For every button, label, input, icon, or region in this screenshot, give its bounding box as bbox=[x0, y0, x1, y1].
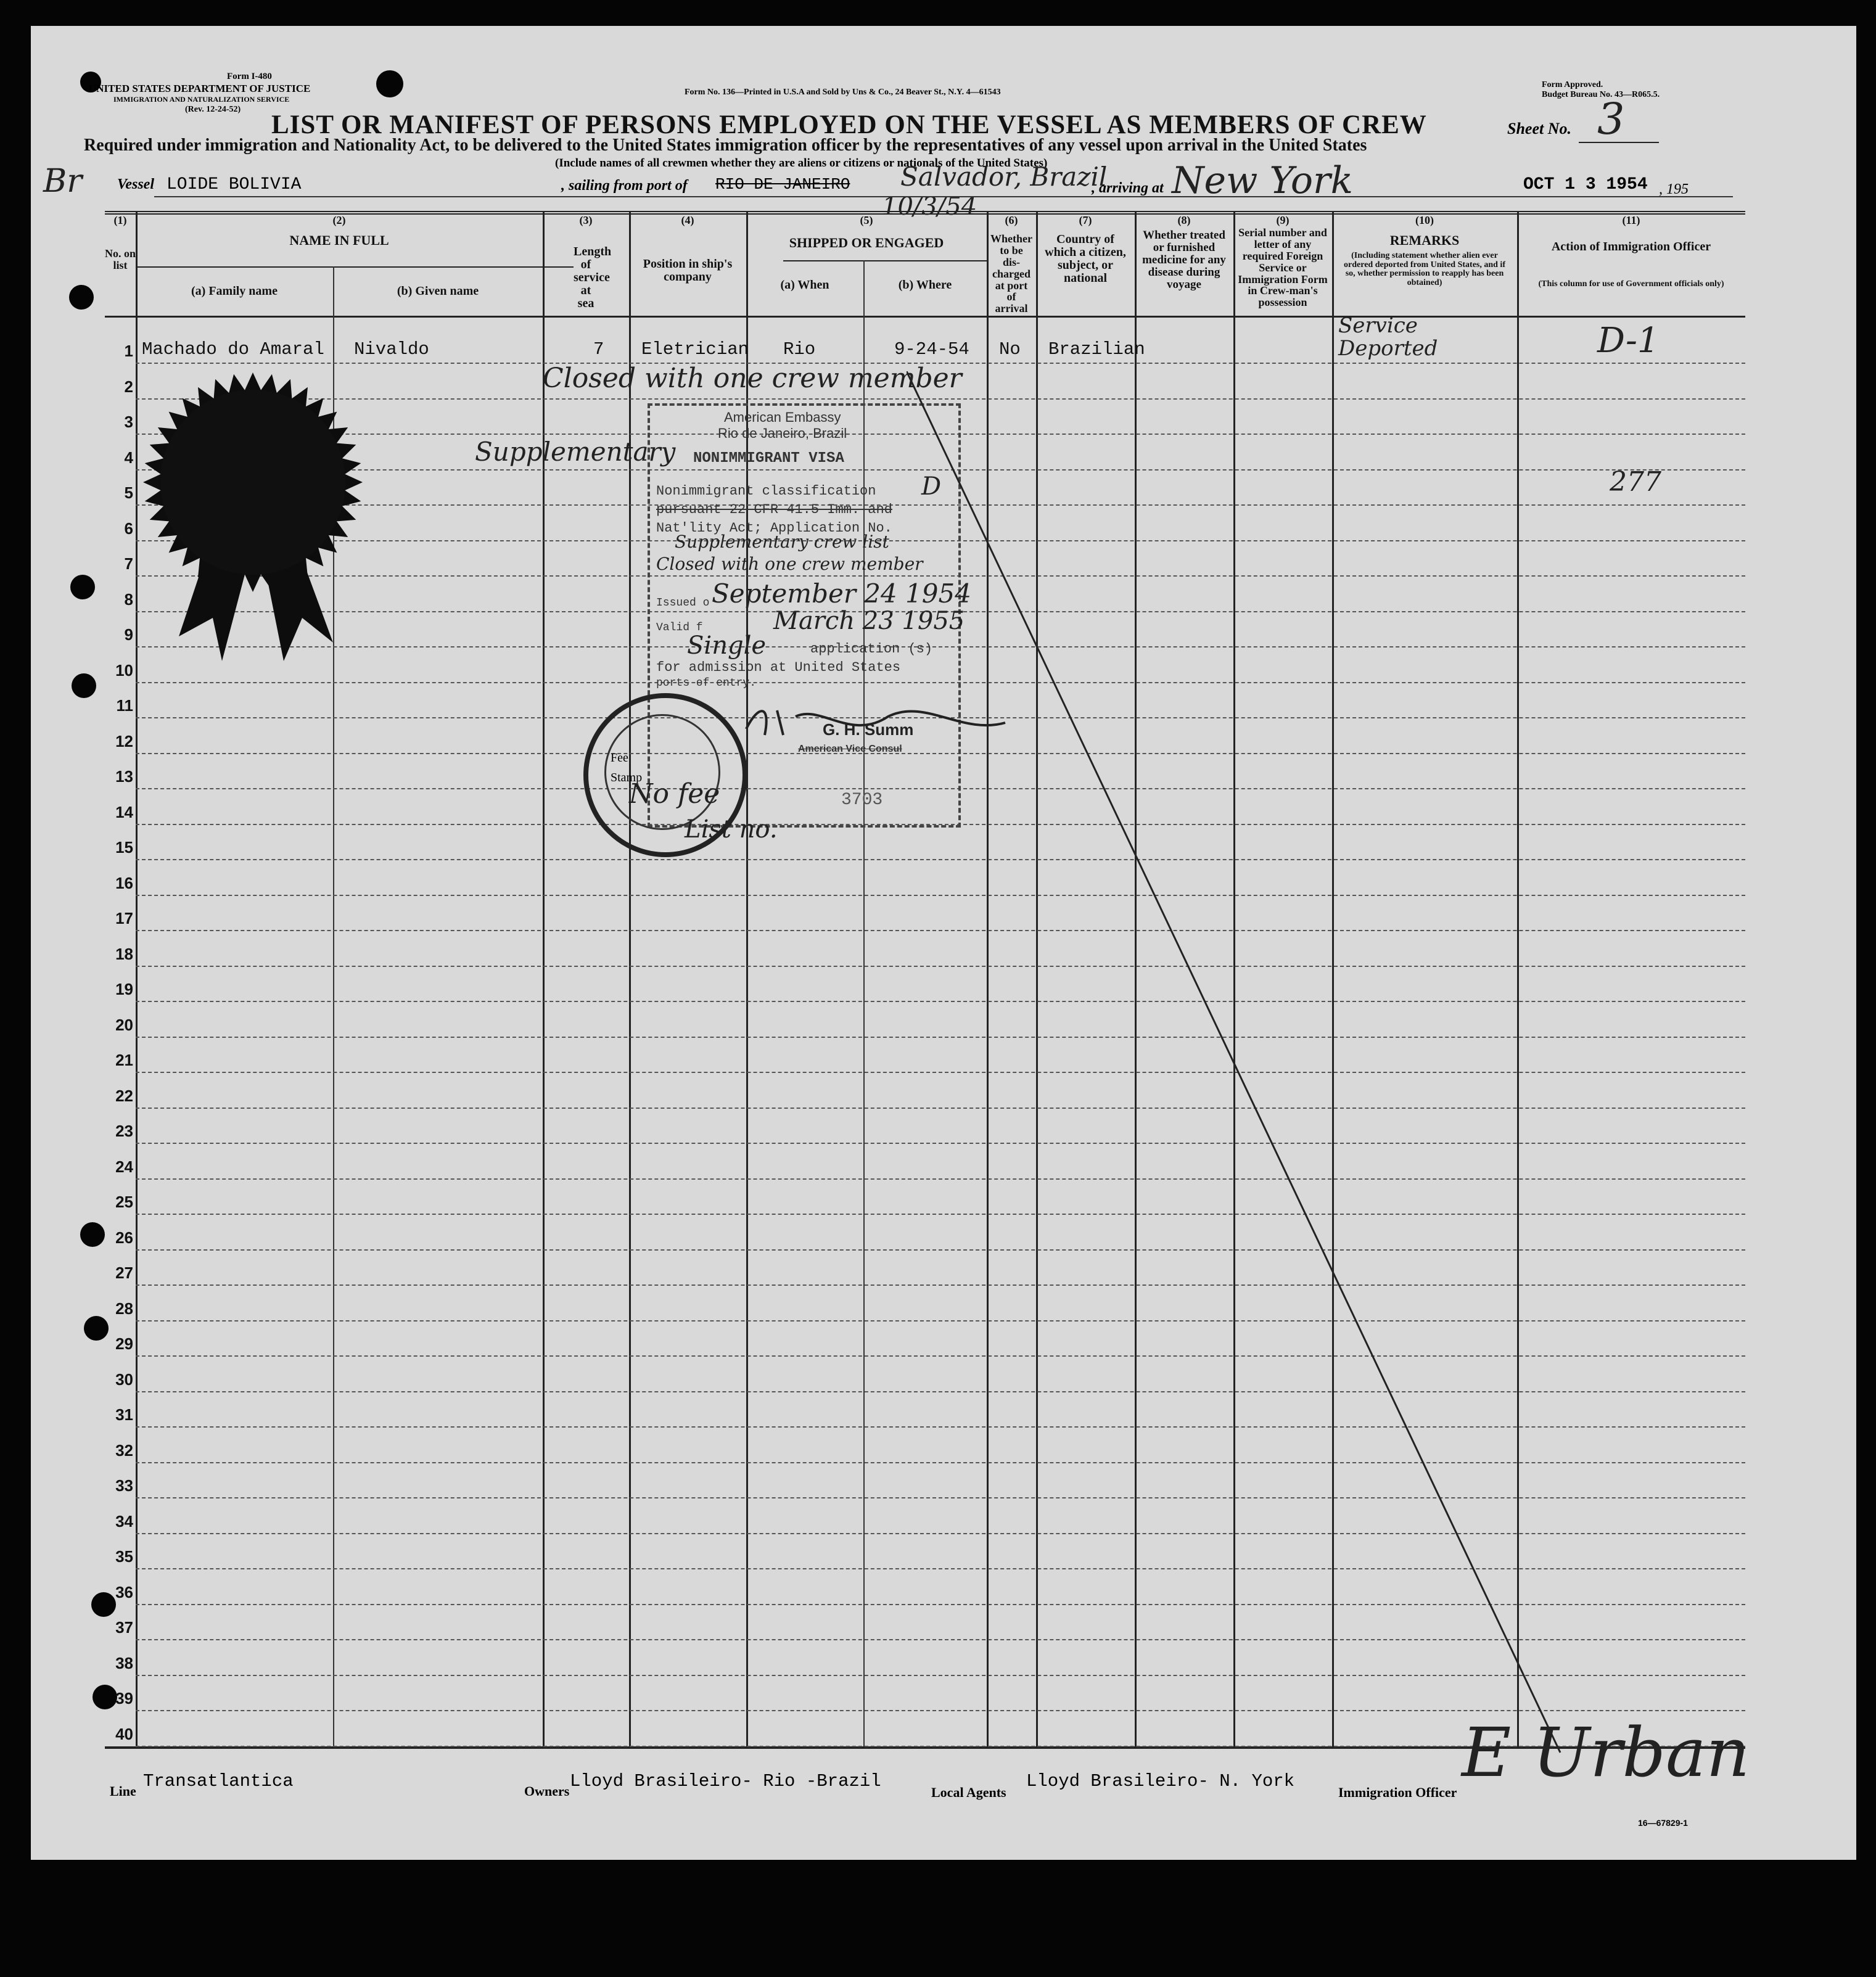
col1-label: No. on list bbox=[105, 247, 136, 271]
service: IMMIGRATION AND NATURALIZATION SERVICE bbox=[113, 95, 290, 104]
seal-list-no: List no. bbox=[685, 815, 778, 844]
punch-hole bbox=[69, 285, 94, 310]
row-number: 24 bbox=[115, 1157, 133, 1176]
row1-action: D-1 bbox=[1597, 321, 1660, 361]
department: UNITED STATES DEPARTMENT OF JUSTICE bbox=[89, 83, 311, 94]
row-number: 28 bbox=[115, 1299, 133, 1318]
row5-action: 277 bbox=[1610, 466, 1661, 498]
stamp-hand-closed: Closed with one crew member bbox=[656, 554, 923, 574]
row1-family-name: Machado do Amaral bbox=[142, 339, 324, 360]
row-number: 9 bbox=[124, 625, 133, 644]
sailing-date-handwritten: 10/3/54 bbox=[882, 192, 977, 221]
col9-label: Serial number and letter of any required Foreign Service or Immigration Form in Crew-man's possession bbox=[1238, 226, 1328, 309]
col10-note: (Including statement whether alien ever ordered deported from United States, and if so, whether permission to reapply has been obtained) bbox=[1344, 251, 1505, 288]
col5-label: SHIPPED OR ENGAGED bbox=[789, 235, 944, 250]
row-number: 14 bbox=[115, 803, 133, 821]
supplementary-annotation: Supplementary bbox=[475, 437, 676, 467]
row1-given-name: Nivaldo bbox=[354, 339, 429, 360]
officer-label: Immigration Officer bbox=[1338, 1785, 1457, 1800]
col6-number: (6) bbox=[1005, 214, 1018, 226]
stamp-embassy: American Embassy bbox=[724, 409, 841, 425]
owners-value: Lloyd Brasileiro- Rio -Brazil bbox=[570, 1771, 881, 1791]
col11-note: (This column for use of Government officials only) bbox=[1538, 279, 1724, 289]
stamp-issued-date: September 24 1954 bbox=[712, 578, 971, 609]
sailing-port-handwritten: Salvador, Brazil bbox=[900, 162, 1108, 192]
punch-hole bbox=[376, 70, 403, 97]
subtitle-note: (Include names of all crewmen whether they are aliens or citizens or nationals of the United States) bbox=[555, 157, 1048, 170]
col3-label: Length of service at sea bbox=[574, 245, 612, 310]
row-number: 19 bbox=[115, 980, 133, 998]
row-number: 21 bbox=[115, 1051, 133, 1069]
stamp-title: NONIMMIGRANT VISA bbox=[693, 450, 844, 467]
row-number: 38 bbox=[115, 1654, 133, 1672]
owners-label: Owners bbox=[524, 1783, 570, 1799]
row-number: 22 bbox=[115, 1087, 133, 1105]
stamp-officer-title: American Vice Consul bbox=[798, 744, 902, 754]
row-number: 2 bbox=[124, 377, 133, 396]
stamp-issued-label: Issued o bbox=[656, 597, 710, 609]
row-number: 16 bbox=[115, 874, 133, 892]
row-number: 5 bbox=[124, 483, 133, 502]
form-approved: Form Approved. bbox=[1542, 80, 1603, 89]
stamp-number: 3703 bbox=[841, 791, 883, 810]
col5-number: (5) bbox=[860, 214, 873, 226]
row-number: 37 bbox=[115, 1618, 133, 1637]
row-number: 13 bbox=[115, 767, 133, 786]
stamp-hand-supplementary: Supplementary crew list bbox=[675, 532, 889, 552]
name-subheader-rule bbox=[136, 266, 574, 268]
sheet-number: 3 bbox=[1597, 94, 1625, 144]
stamp-ports: ports of entry. bbox=[656, 677, 757, 689]
stamp-pursuant: pursuant 22 CFR 41.5 Imm. and bbox=[656, 502, 892, 517]
closed-annotation: Closed with one crew member bbox=[543, 363, 962, 394]
subtitle: Required under immigration and Nationality Act, to be delivered to the United States immigration officer by the representatives of any vessel upon arrival in the United States bbox=[84, 136, 1367, 155]
date-stamp: OCT 1 3 1954 bbox=[1523, 175, 1648, 194]
row-number: 29 bbox=[115, 1334, 133, 1353]
vessel-label: Vessel bbox=[117, 176, 154, 192]
stamp-classification-label: Nonimmigrant classification bbox=[656, 483, 876, 499]
col4-number: (4) bbox=[681, 214, 694, 226]
row1-shipped-when: Rio bbox=[783, 339, 816, 360]
row-number: 4 bbox=[124, 448, 133, 467]
col5b-label: (b) Where bbox=[898, 278, 952, 292]
seal-stamp: Stamp bbox=[611, 771, 643, 784]
row1-position: Eletrician bbox=[641, 339, 749, 360]
col2-number: (2) bbox=[332, 214, 346, 226]
line-value: Transatlantica bbox=[143, 1771, 294, 1791]
stamp-single: Single bbox=[687, 631, 767, 660]
row-number: 7 bbox=[124, 554, 133, 573]
col2a-label: (a) Family name bbox=[191, 284, 278, 298]
stamp-location: Rio de Janeiro, Brazil bbox=[718, 425, 847, 441]
row-number: 34 bbox=[115, 1512, 133, 1531]
col3-number: (3) bbox=[579, 214, 593, 226]
row1-service: 7 bbox=[593, 339, 604, 360]
printer-line: Form No. 136—Printed in U.S.A and Sold by Uns & Co., 24 Beaver St., N.Y. 4—61543 bbox=[685, 88, 1001, 97]
row-number: 33 bbox=[115, 1476, 133, 1495]
stamp-valid-date: March 23 1955 bbox=[773, 607, 965, 635]
officer-signature: E Urban bbox=[1462, 1713, 1750, 1792]
line-label: Line bbox=[110, 1783, 136, 1799]
row-number: 39 bbox=[115, 1689, 133, 1708]
shipped-subheader-rule bbox=[783, 260, 987, 261]
col2b-label: (b) Given name bbox=[397, 284, 479, 298]
row-number: 36 bbox=[115, 1583, 133, 1601]
col5a-label: (a) When bbox=[780, 278, 829, 292]
col9-number: (9) bbox=[1276, 214, 1290, 226]
agents-label: Local Agents bbox=[931, 1785, 1006, 1800]
stamp-valid-label: Valid f bbox=[656, 622, 703, 634]
sheet-underline bbox=[1579, 142, 1659, 143]
col1-number: (1) bbox=[113, 214, 127, 226]
stamp-admission: for admission at United States bbox=[656, 660, 901, 675]
row1-remarks: Service Deported bbox=[1338, 313, 1438, 361]
seal-no-fee: No fee bbox=[629, 778, 720, 810]
arriving-label: , arriving at bbox=[1092, 180, 1164, 196]
seal-fee: Fee bbox=[611, 751, 628, 765]
row-number: 8 bbox=[124, 590, 133, 609]
ribbon-seal bbox=[142, 371, 364, 680]
row-number: 6 bbox=[124, 519, 133, 538]
col8-number: (8) bbox=[1177, 214, 1191, 226]
agents-value: Lloyd Brasileiro- N. York bbox=[1026, 1771, 1295, 1791]
col10-number: (10) bbox=[1415, 214, 1434, 226]
year-suffix: , 195 bbox=[1659, 181, 1689, 197]
col7-label: Country of which a citizen, subject, or national bbox=[1045, 232, 1126, 285]
row-number: 10 bbox=[115, 661, 133, 680]
col4-label: Position in ship's company bbox=[643, 257, 733, 284]
row-number: 27 bbox=[115, 1264, 133, 1282]
vessel-name: LOIDE BOLIVIA bbox=[167, 175, 302, 194]
row-number: 25 bbox=[115, 1193, 133, 1211]
stamp-classification: D bbox=[921, 472, 942, 501]
budget-bureau: Budget Bureau No. 43—R065.5. bbox=[1542, 90, 1660, 99]
col2-label: NAME IN FULL bbox=[289, 232, 389, 248]
col11-label: Action of Immigration Officer bbox=[1551, 240, 1711, 253]
stamp-officer: G. H. Summ bbox=[823, 720, 914, 739]
vessel-underline bbox=[154, 196, 1733, 197]
row-number: 18 bbox=[115, 945, 133, 963]
row-number: 31 bbox=[115, 1405, 133, 1424]
row1-discharge: No bbox=[999, 339, 1021, 360]
sheet-label: Sheet No. bbox=[1507, 120, 1571, 138]
form-number: Form I-480 bbox=[227, 72, 272, 81]
row1-country: Brazilian bbox=[1048, 339, 1145, 360]
col6-label: Whether to be dis-charged at port of arrival bbox=[990, 232, 1032, 315]
row-number: 3 bbox=[124, 413, 133, 431]
row-number: 40 bbox=[115, 1725, 133, 1743]
row-number: 20 bbox=[115, 1016, 133, 1034]
row-number: 23 bbox=[115, 1122, 133, 1140]
arrival-port-handwritten: New York bbox=[1172, 159, 1353, 202]
row1-shipped-where: 9-24-54 bbox=[894, 339, 969, 360]
stamp-act: Nat'lity Act; Application No. bbox=[656, 520, 892, 536]
cancel-diagonal-line bbox=[907, 371, 1585, 1765]
margin-mark: Br bbox=[43, 163, 83, 200]
page-title: LIST OR MANIFEST OF PERSONS EMPLOYED ON THE VESSEL AS MEMBERS OF CREW bbox=[271, 110, 1427, 139]
col-rule bbox=[136, 211, 138, 1746]
row-number: 30 bbox=[115, 1370, 133, 1389]
row-number: 11 bbox=[116, 696, 133, 715]
revision: (Rev. 12-24-52) bbox=[185, 105, 241, 114]
row-number: 26 bbox=[115, 1228, 133, 1247]
print-code: 16—67829-1 bbox=[1638, 1818, 1688, 1828]
col7-number: (7) bbox=[1079, 214, 1092, 226]
row-number: 12 bbox=[115, 732, 133, 750]
row-number: 35 bbox=[115, 1547, 133, 1566]
stamp-application: application (s) bbox=[810, 641, 933, 657]
col8-label: Whether treated or furnished medicine for any disease during voyage bbox=[1142, 229, 1226, 291]
sailing-label: , sailing from port of bbox=[561, 178, 688, 194]
row-number: 32 bbox=[115, 1441, 133, 1460]
row-number: 15 bbox=[115, 838, 133, 857]
col10-label: REMARKS bbox=[1389, 232, 1460, 248]
manifest-page bbox=[31, 26, 1856, 1860]
row-number: 1 bbox=[124, 342, 133, 360]
row-number: 17 bbox=[115, 909, 133, 927]
col11-number: (11) bbox=[1622, 214, 1640, 226]
sailing-port: RIO DE JANEIRO bbox=[715, 175, 850, 194]
